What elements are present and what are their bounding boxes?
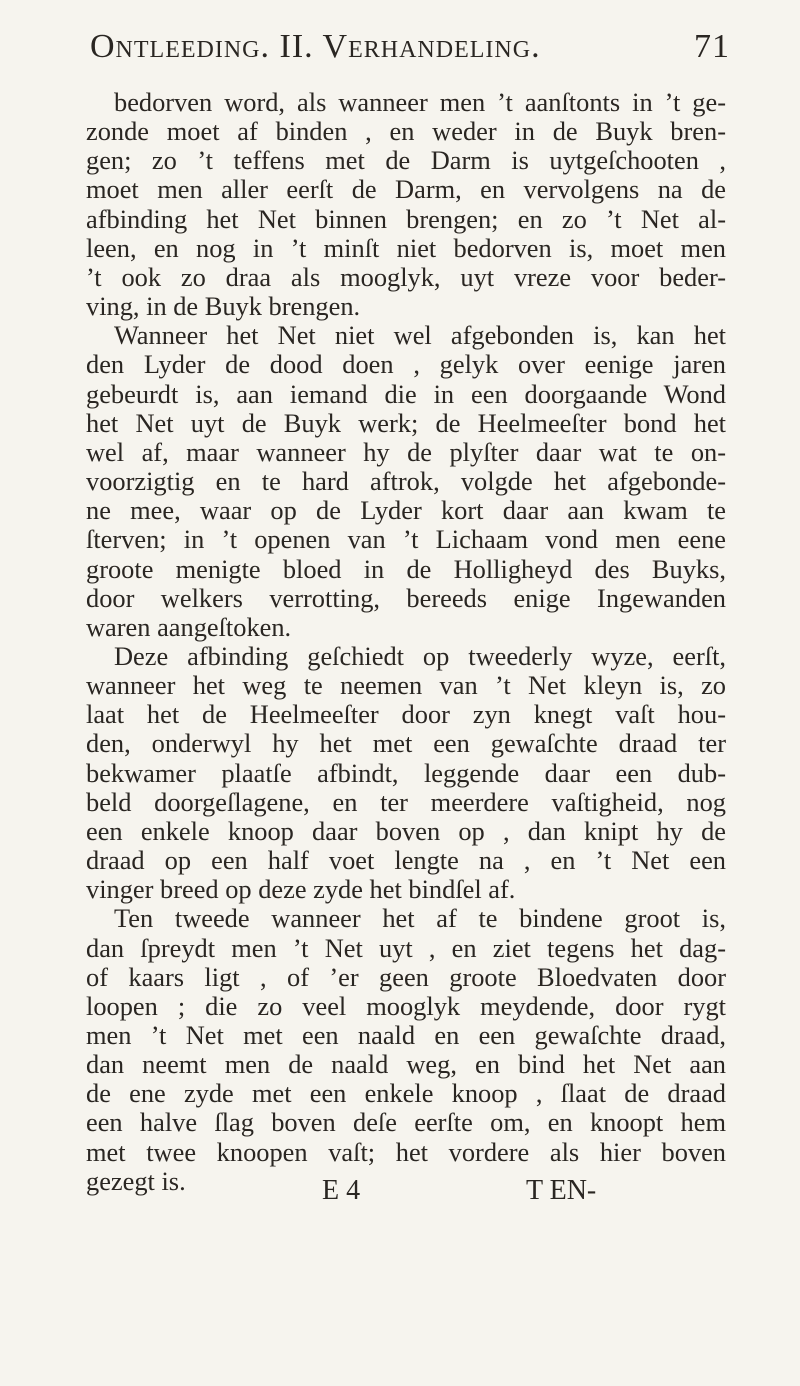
paragraph <box>86 904 726 1196</box>
text-line: het Net uyt de Buyk werk; de Heelmeeſter bond het <box>86 407 726 438</box>
text-line: of kaars ligt , of ’er geen groote Bloedvaten door <box>86 961 726 992</box>
paragraph <box>86 88 726 321</box>
text-line: beld doorgeſlagene, en ter meerdere vaſtigheid, nog <box>86 786 726 817</box>
text-line: ne mee, waar op de Lyder kort daar aan kwam te <box>86 495 726 526</box>
text-line: loopen ; die zo veel mooglyk meydende, door rygt <box>86 990 726 1021</box>
text-line: laat het de Heelmeeſter door zyn knegt vaſt hou- <box>86 699 726 730</box>
page-footer <box>86 1175 726 1215</box>
text-line: afbinding het Net binnen brengen; en zo ’t Net al- <box>86 203 726 234</box>
text-line: vinger breed op deze zyde het bindſel af. <box>86 874 516 905</box>
text-line: waren aangeſtoken. <box>86 611 292 642</box>
text-line: dan ſpreydt men ’t Net uyt , en ziet tegens het dag- <box>86 932 726 963</box>
text-line: door welkers verrotting, bereeds enige Ingewanden <box>86 582 726 613</box>
text-line: moet men aller eerſt de Darm, en vervolgens na de <box>86 174 726 205</box>
text-line: den Lyder de dood doen , gelyk over eenige jaren <box>86 349 726 380</box>
paragraph <box>86 642 726 904</box>
paragraph <box>86 321 726 642</box>
text-line: zonde moet af binden , en weder in de Buyk bren- <box>86 116 726 147</box>
page-header <box>60 28 760 78</box>
text-line: gen; zo ’t teffens met de Darm is uytgeſchooten , <box>86 145 726 176</box>
text-line: een halve ſlag boven deſe eerſte om, en knoopt hem <box>86 1107 726 1138</box>
text-line: bedorven word, als wanneer men ’t aanſtonts in ’t ge- <box>114 87 726 117</box>
body-text <box>86 88 726 1196</box>
text-line: gebeurdt is, aan iemand die in een doorgaande Wond <box>86 378 726 409</box>
text-line: ſterven; in ’t openen van ’t Lichaam vond men eene <box>86 524 726 555</box>
text-line: men ’t Net met een naald en een gewaſchte draad, <box>86 1020 726 1050</box>
text-line: wel af, maar wanneer hy de plyſter daar wat te on- <box>86 436 726 467</box>
text-line: Deze afbinding geſchiedt op tweederly wyze, eerſt, <box>114 640 726 671</box>
text-line: ’t ook zo draa als mooglyk, uyt vreze voor beder- <box>86 261 726 292</box>
page-number: 71 <box>694 28 730 65</box>
text-line: een enkele knoop daar boven op , dan knipt hy de <box>86 815 726 846</box>
text-line: de ene zyde met een enkele knoop , ſlaat de draad <box>86 1078 726 1109</box>
catchword: T EN- <box>526 1175 597 1206</box>
text-line: met twee knoopen vaſt; het vordere als hier boven <box>86 1136 726 1167</box>
text-line: Wanneer het Net niet wel afgebonden is, kan het <box>114 320 726 351</box>
text-line: wanneer het weg te neemen van ’t Net kleyn is, zo <box>86 670 726 701</box>
text-line: gezegt is. <box>86 1165 186 1196</box>
text-line: ving, in de Buyk brengen. <box>86 291 361 322</box>
text-line: leen, en nog in ’t minſt niet bedorven is, moet men <box>86 232 726 263</box>
text-line: voorzigtig en te hard aftrok, volgde het afgebonde- <box>86 466 726 497</box>
text-line: dan neemt men de naald weg, en bind het Net aan <box>86 1049 726 1080</box>
text-line: den, onderwyl hy het met een gewaſchte draad ter <box>86 728 726 759</box>
text-line: draad op een half voet lengte na , en ’t Net een <box>86 845 726 876</box>
text-line: groote menigte bloed in de Holligheyd des Buyks, <box>86 553 726 584</box>
text-line: Ten tweede wanneer het af te bindene groot is, <box>114 903 726 934</box>
text-line: bekwamer plaatſe afbindt, leggende daar een dub- <box>86 757 726 788</box>
running-title: Ontleeding. II. Verhandeling. <box>90 28 541 65</box>
signature-mark: E 4 <box>322 1175 361 1206</box>
